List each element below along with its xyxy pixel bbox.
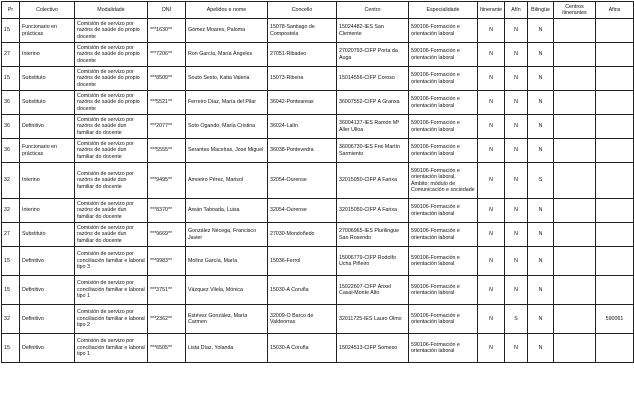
cell-centros-itinerantes — [554, 199, 596, 223]
cell-afins — [596, 334, 634, 363]
cell-especialidade: 590106-Formación e orientación laboral — [409, 247, 478, 276]
cell-afins — [596, 247, 634, 276]
cell-nome: Soto Ogando, María Cristina — [186, 115, 268, 139]
table-row — [2, 67, 634, 91]
cell-centro: 15024513-CIFP Someso — [337, 334, 409, 363]
cell-centros-itinerantes — [554, 91, 596, 115]
cell-colectivo: Definitivo — [20, 334, 75, 363]
cell-concello: 36038-Pontevedra — [268, 139, 337, 163]
table-row — [2, 163, 634, 199]
table-row — [2, 276, 634, 305]
cell-modalidade: Comisión de servizo por razóns de saúde dun familiar do docente — [75, 223, 148, 247]
cell-pr: 15 — [2, 334, 20, 363]
cell-afins — [596, 115, 634, 139]
cell-especialidade: 590106-Formación e orientación laboral — [409, 276, 478, 305]
cell-dni: ***2077** — [148, 115, 186, 139]
cell-concello: 32054-Ourense — [268, 163, 337, 199]
cell-nome: Estévez González, María Carmen — [186, 305, 268, 334]
cell-concello: 15036-Ferrol — [268, 247, 337, 276]
header-itinerante: Itinerante — [478, 2, 505, 19]
cell-centro: 32015050-CIFP A Farixa — [337, 199, 409, 223]
table-row — [2, 199, 634, 223]
cell-especialidade: 590106-Formación e orientación laboral — [409, 223, 478, 247]
cell-bilingue: N — [528, 223, 554, 247]
cell-bilingue: N — [528, 67, 554, 91]
cell-centro: 27006965-IES Plurilingüe San Rosendo — [337, 223, 409, 247]
cell-afin: N — [505, 139, 528, 163]
cell-afins — [596, 67, 634, 91]
cell-afin: N — [505, 276, 528, 305]
cell-itinerante: N — [478, 305, 505, 334]
header-pr: Pr — [2, 2, 20, 19]
cell-especialidade: 590106-Formación e orientación laboral — [409, 115, 478, 139]
cell-modalidade: Comisión de servizo por razóns de saúde dun familiar do docente — [75, 115, 148, 139]
cell-afin: S — [505, 305, 528, 334]
cell-afin: N — [505, 91, 528, 115]
cell-afin: N — [505, 199, 528, 223]
cell-afin: N — [505, 223, 528, 247]
cell-modalidade: Comisión de servizo por conciliación familiar e laboral tipo 1 — [75, 276, 148, 305]
table-row — [2, 223, 634, 247]
cell-concello: 15030-A Coruña — [268, 276, 337, 305]
table-row — [2, 247, 634, 276]
cell-centro: 27020793-CIFP Porta da Auga — [337, 43, 409, 67]
cell-nome: Ferreiro Díaz, María del Pilar — [186, 91, 268, 115]
cell-dni: ***7206** — [148, 43, 186, 67]
cell-centros-itinerantes — [554, 163, 596, 199]
cell-pr: 15 — [2, 67, 20, 91]
cell-colectivo: Interino — [20, 199, 75, 223]
cell-bilingue: N — [528, 91, 554, 115]
cell-centro: 15006779-CIFP Rodolfo Ucha Piñeiro — [337, 247, 409, 276]
cell-bilingue: N — [528, 247, 554, 276]
cell-colectivo: Interino — [20, 163, 75, 199]
cell-modalidade: Comisión de servizo por razóns de saúde dun familiar do docente — [75, 139, 148, 163]
cell-concello: 32009-O Barco de Valdeorras — [268, 305, 337, 334]
cell-pr: 27 — [2, 223, 20, 247]
cell-afins — [596, 19, 634, 43]
cell-afin: N — [505, 43, 528, 67]
cell-nome: González Nécega, Francisco Javier — [186, 223, 268, 247]
cell-colectivo: Substituto — [20, 91, 75, 115]
cell-centro: 36006730-IES Frei Martín Sarmiento — [337, 139, 409, 163]
cell-afins — [596, 276, 634, 305]
cell-especialidade: 590106-Formación e orientación laboral — [409, 334, 478, 363]
cell-bilingue: N — [528, 334, 554, 363]
cell-itinerante: N — [478, 334, 505, 363]
table-row — [2, 43, 634, 67]
cell-centro: 15024482-IES San Clemente — [337, 19, 409, 43]
header-centro: Centro — [337, 2, 409, 19]
cell-colectivo: Definitivo — [20, 305, 75, 334]
cell-modalidade: Comisión de servizo por razóns de saúde do propio docente — [75, 19, 148, 43]
cell-colectivo: Definitivo — [20, 115, 75, 139]
cell-concello: 36042-Ponteareas — [268, 91, 337, 115]
cell-dni: ***8500** — [148, 67, 186, 91]
cell-nome: Ron García, María Ángeles — [186, 43, 268, 67]
cell-colectivo: Funcionario en prácticas — [20, 139, 75, 163]
cell-dni: ***9983** — [148, 247, 186, 276]
header-especialidade: Especialidade — [409, 2, 478, 19]
cell-afins: 590061 — [596, 305, 634, 334]
cell-itinerante: N — [478, 67, 505, 91]
assignments-table — [1, 1, 634, 363]
cell-itinerante: N — [478, 223, 505, 247]
table-row — [2, 19, 634, 43]
cell-nome: Vázquez Vilela, Mónica — [186, 276, 268, 305]
cell-afin: N — [505, 115, 528, 139]
cell-nome: Souto Sesto, Katia Valeria — [186, 67, 268, 91]
cell-concello: 27030-Mondoñedo — [268, 223, 337, 247]
header-colectivo: Colectivo — [20, 2, 75, 19]
cell-nome: Molins García, María — [186, 247, 268, 276]
cell-modalidade: Comisión de servizo por razóns de saúde do propio docente — [75, 43, 148, 67]
cell-especialidade: 590106-Formación e orientación laboral — [409, 19, 478, 43]
cell-afins — [596, 199, 634, 223]
cell-bilingue: N — [528, 199, 554, 223]
cell-itinerante: N — [478, 276, 505, 305]
cell-modalidade: Comisión de servizo por conciliación familiar e laboral tipo 1 — [75, 334, 148, 363]
header-dni: DNI — [148, 2, 186, 19]
cell-centros-itinerantes — [554, 334, 596, 363]
cell-bilingue: N — [528, 276, 554, 305]
header-row — [2, 2, 634, 19]
cell-especialidade: 590106-Formación e orientación laboral — [409, 199, 478, 223]
cell-afin: N — [505, 19, 528, 43]
cell-especialidade: 590106-Formación e orientación laboral — [409, 43, 478, 67]
cell-modalidade: Comisión de servizo por razóns de saúde do propio docente — [75, 91, 148, 115]
cell-centros-itinerantes — [554, 139, 596, 163]
header-concello: Concello — [268, 2, 337, 19]
cell-colectivo: Interino — [20, 43, 75, 67]
cell-itinerante: N — [478, 139, 505, 163]
header-afin: Afín — [505, 2, 528, 19]
cell-colectivo: Definitivo — [20, 276, 75, 305]
cell-centro: 32015050-CIFP A Farixa — [337, 163, 409, 199]
cell-dni: ***5521** — [148, 91, 186, 115]
cell-afins — [596, 91, 634, 115]
cell-concello: 32054-Ourense — [268, 199, 337, 223]
cell-centro: 36007552-CIFP A Granxa — [337, 91, 409, 115]
cell-modalidade: Comisión de servizo por razóns de saúde dun familiar do docente — [75, 199, 148, 223]
cell-concello: 36024-Lalín — [268, 115, 337, 139]
cell-concello: 15073-Ribeira — [268, 67, 337, 91]
cell-itinerante: N — [478, 247, 505, 276]
cell-pr: 32 — [2, 305, 20, 334]
cell-nome: Serantes Macelras, José Miguel — [186, 139, 268, 163]
cell-bilingue: N — [528, 305, 554, 334]
cell-bilingue: N — [528, 139, 554, 163]
cell-pr: 32 — [2, 163, 20, 199]
cell-dni: ***6505** — [148, 334, 186, 363]
cell-modalidade: Comisión de servizo por razóns de saúde dun familiar do docente — [75, 163, 148, 199]
cell-bilingue: N — [528, 19, 554, 43]
cell-afins — [596, 223, 634, 247]
cell-dni: ***3751** — [148, 276, 186, 305]
cell-especialidade: 590106-Formación e orientación laboral — [409, 67, 478, 91]
cell-pr: 36 — [2, 115, 20, 139]
cell-nome: Amoeiro Pérez, Marisol — [186, 163, 268, 199]
header-centros-itinerantes: Centros itinerantes — [554, 2, 596, 19]
cell-dni: ***8370** — [148, 199, 186, 223]
cell-itinerante: N — [478, 163, 505, 199]
cell-centros-itinerantes — [554, 247, 596, 276]
cell-pr: 32 — [2, 199, 20, 223]
cell-pr: 15 — [2, 247, 20, 276]
cell-concello: 27051-Ribadeo — [268, 43, 337, 67]
cell-afin: N — [505, 247, 528, 276]
cell-colectivo: Substituto — [20, 67, 75, 91]
table-row — [2, 334, 634, 363]
cell-modalidade: Comisión de servizo por razóns de saúde do propio docente — [75, 67, 148, 91]
table-body — [2, 19, 634, 363]
cell-modalidade: Comisión de servizo por conciliación familiar e laboral tipo 2 — [75, 305, 148, 334]
cell-centros-itinerantes — [554, 115, 596, 139]
cell-pr: 15 — [2, 276, 20, 305]
table-row — [2, 139, 634, 163]
cell-centros-itinerantes — [554, 67, 596, 91]
cell-bilingue: N — [528, 43, 554, 67]
cell-colectivo: Substituto — [20, 223, 75, 247]
cell-concello: 15078-Santiago de Compostela — [268, 19, 337, 43]
header-apelidos-e-nome: Apelidos e nome — [186, 2, 268, 19]
cell-afins — [596, 43, 634, 67]
cell-dni: ***1630** — [148, 19, 186, 43]
cell-especialidade: 590106-Formación e orientación laboral — [409, 91, 478, 115]
header-modalidade: Modalidade — [75, 2, 148, 19]
cell-especialidade: 590106-Formación e orientación laboral — [409, 305, 478, 334]
cell-centro: 15014556-CIFP Coroso — [337, 67, 409, 91]
cell-afins — [596, 139, 634, 163]
table-row — [2, 305, 634, 334]
cell-afin: N — [505, 163, 528, 199]
cell-centros-itinerantes — [554, 43, 596, 67]
cell-dni: ***9495** — [148, 163, 186, 199]
cell-afin: N — [505, 334, 528, 363]
cell-pr: 15 — [2, 19, 20, 43]
cell-afin: N — [505, 67, 528, 91]
cell-itinerante: N — [478, 19, 505, 43]
cell-modalidade: Comisión de servizo por conciliación familiar e laboral tipo 3 — [75, 247, 148, 276]
cell-itinerante: N — [478, 115, 505, 139]
cell-dni: ***9669** — [148, 223, 186, 247]
cell-itinerante: N — [478, 43, 505, 67]
cell-itinerante: N — [478, 199, 505, 223]
cell-itinerante: N — [478, 91, 505, 115]
cell-centro: 15022607-CIFP Ánxel Casal-Monte Alto — [337, 276, 409, 305]
cell-centros-itinerantes — [554, 223, 596, 247]
header-afins: Afins — [596, 2, 634, 19]
cell-bilingue: N — [528, 115, 554, 139]
cell-centros-itinerantes — [554, 19, 596, 43]
cell-pr: 36 — [2, 139, 20, 163]
cell-centro: 32011725-IES Lauro Olmo — [337, 305, 409, 334]
cell-afins — [596, 163, 634, 199]
header-bilingue: Bilingüe — [528, 2, 554, 19]
table-row — [2, 115, 634, 139]
cell-especialidade: 590106-Formación e orientación laboral — [409, 139, 478, 163]
cell-dni: ***2362** — [148, 305, 186, 334]
cell-pr: 36 — [2, 91, 20, 115]
cell-centro: 36004137-IES Ramón Mª Aller Ulloa — [337, 115, 409, 139]
cell-centros-itinerantes — [554, 305, 596, 334]
cell-especialidade: 590106-Formación e orientación laboral. Ámbito: módulo de Comunicación e sociedade — [409, 163, 478, 199]
cell-nome: Areán Taboada, Luisa — [186, 199, 268, 223]
cell-concello: 15030-A Coruña — [268, 334, 337, 363]
cell-pr: 27 — [2, 43, 20, 67]
cell-nome: Lista Díaz, Yolanda — [186, 334, 268, 363]
cell-dni: ***5555** — [148, 139, 186, 163]
cell-centros-itinerantes — [554, 276, 596, 305]
cell-colectivo: Funcionario en prácticas — [20, 19, 75, 43]
table-row — [2, 91, 634, 115]
cell-nome: Gómez Moares, Paloma — [186, 19, 268, 43]
cell-colectivo: Definitivo — [20, 247, 75, 276]
cell-bilingue: S — [528, 163, 554, 199]
